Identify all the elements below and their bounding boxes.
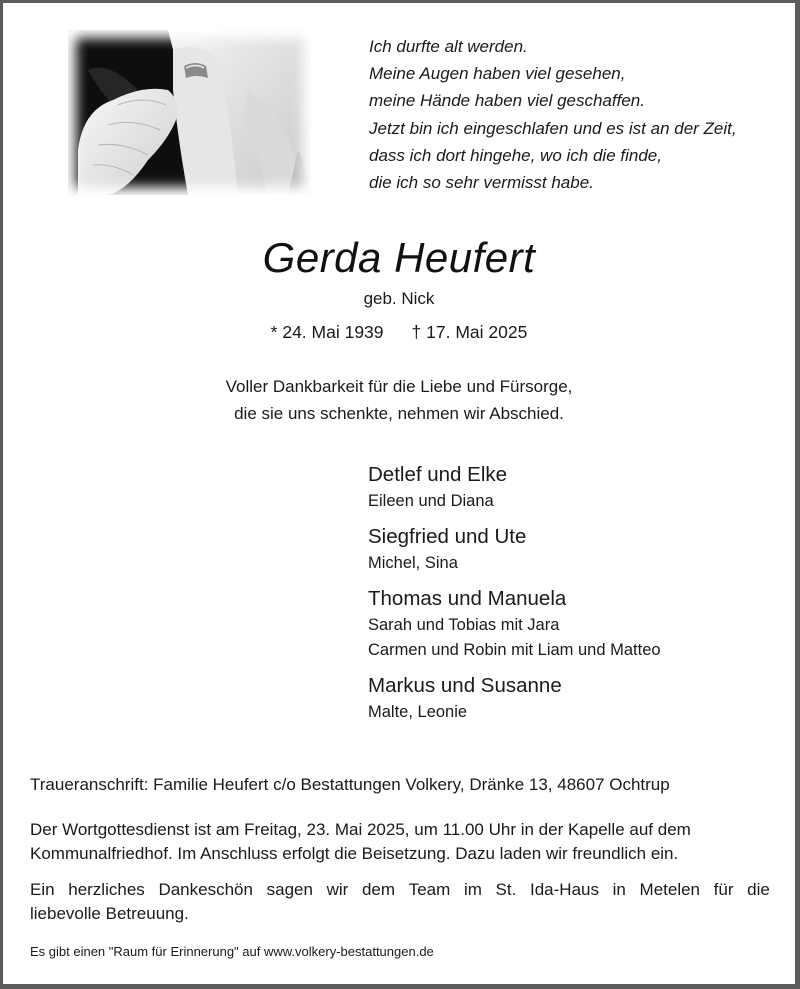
thanks-line: die sie uns schenkte, nehmen wir Abschied. bbox=[234, 404, 564, 423]
deceased-name: Gerda Heufert bbox=[262, 234, 536, 281]
hands-photo-graphic bbox=[68, 30, 311, 195]
photo-hands-icon bbox=[68, 30, 311, 195]
poem-line: Meine Augen haben viel gesehen, bbox=[369, 64, 626, 84]
poem-line: die ich so sehr vermisst habe. bbox=[369, 173, 594, 193]
thanks-text bbox=[3, 373, 795, 427]
word: wir bbox=[326, 880, 349, 899]
family-members: Sarah und Tobias mit Jara bbox=[368, 616, 560, 634]
gratitude-line-2: liebevolle Betreuung. bbox=[30, 904, 189, 923]
family-group bbox=[368, 522, 661, 576]
family-members: Eileen und Diana bbox=[368, 492, 494, 510]
poem bbox=[369, 33, 737, 196]
service-line: Der Wortgottesdienst ist am Freitag, 23. Mai 2025, um 11.00 Uhr in der Kapelle auf dem bbox=[30, 820, 691, 839]
life-dates bbox=[3, 319, 795, 345]
memorial-website-note: Es gibt einen "Raum für Erinnerung" auf www.volkery-bestattungen.de bbox=[30, 944, 434, 959]
poem-line: dass ich dort hingehe, wo ich die finde, bbox=[369, 145, 662, 165]
birth-date: * 24. Mai 1939 bbox=[270, 322, 384, 342]
word: herzliches bbox=[68, 880, 145, 899]
maiden-name: geb. Nick bbox=[363, 289, 435, 308]
word: Dankeschön bbox=[158, 880, 253, 899]
word: dem bbox=[361, 880, 396, 899]
family-head: Detlef und Elke bbox=[368, 463, 508, 486]
family-members: Malte, Leonie bbox=[368, 703, 468, 721]
thanks-line: Voller Dankbarkeit für die Liebe und Fürsorge, bbox=[225, 377, 573, 396]
family-group bbox=[368, 584, 661, 663]
family-list bbox=[368, 460, 661, 733]
word: Team bbox=[408, 880, 451, 899]
service-line: Kommunalfriedhof. Im Anschluss erfolgt die Beisetzung. Dazu laden wir freundlich ein. bbox=[30, 844, 679, 863]
poem-line: Ich durfte alt werden. bbox=[369, 37, 528, 56]
mourning-address: Traueranschrift: Familie Heufert c/o Bestattungen Volkery, Dränke 13, 48607 Ochtrup bbox=[30, 775, 670, 794]
word: Ein bbox=[30, 880, 55, 899]
family-group bbox=[368, 671, 661, 725]
family-head: Siegfried und Ute bbox=[368, 525, 527, 548]
word: im bbox=[463, 880, 482, 899]
word: die bbox=[747, 880, 770, 899]
word: für bbox=[713, 880, 734, 899]
gratitude-note bbox=[30, 878, 770, 926]
word: sagen bbox=[266, 880, 313, 899]
word: Metelen bbox=[639, 880, 701, 899]
gratitude-line-1 bbox=[30, 878, 770, 902]
family-members: Michel, Sina bbox=[368, 554, 458, 572]
service-info bbox=[30, 818, 770, 866]
word: Ida-Haus bbox=[530, 880, 599, 899]
family-group bbox=[368, 460, 661, 514]
family-members: Carmen und Robin mit Liam und Matteo bbox=[368, 641, 661, 659]
death-date: † 17. Mai 2025 bbox=[411, 322, 528, 342]
word: St. bbox=[495, 880, 517, 899]
word: in bbox=[612, 880, 626, 899]
family-head: Markus und Susanne bbox=[368, 674, 562, 697]
poem-line: meine Hände haben viel geschaffen. bbox=[369, 91, 645, 111]
family-head: Thomas und Manuela bbox=[368, 587, 567, 610]
poem-line: Jetzt bin ich eingeschlafen und es ist an der Zeit, bbox=[369, 118, 737, 138]
obituary-page bbox=[3, 3, 795, 984]
